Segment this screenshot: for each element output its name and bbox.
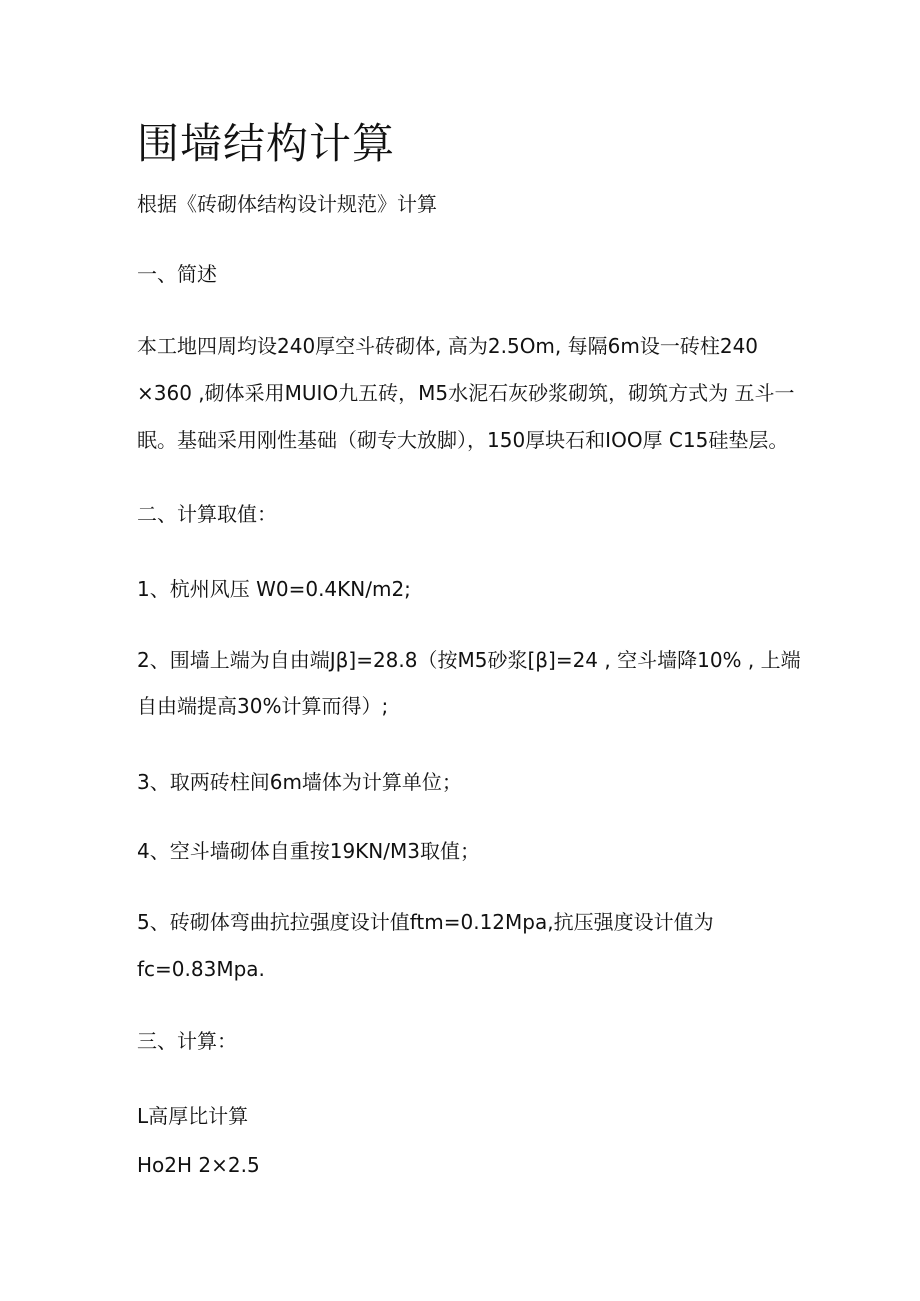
item-2-line-1: 2、围墙上端为自由端Jβ]=28.8（按M5砂浆[β]=24 , 空斗墙降10% , 上端 bbox=[137, 648, 801, 672]
item-5-line-2: fc=0.83Mpa. bbox=[137, 957, 265, 981]
item-4: 4、空斗墙砌体自重按19KN/M3取值； bbox=[137, 839, 480, 863]
document-title: 围墙结构计算 bbox=[137, 119, 396, 168]
item-5-line-1: 5、砖砌体弯曲抗拉强度设计值ftm=0.12Mpa,抗压强度设计值为 bbox=[137, 910, 714, 934]
section1-heading: 一、简述 bbox=[137, 262, 217, 286]
section1-line-2: ×360 ,砌体采用MUIO九五砖，M5水泥石灰砂浆砌筑，砌筑方式为 五斗一 bbox=[137, 381, 795, 405]
section3-sub1: L高厚比计算 bbox=[137, 1104, 249, 1128]
section1-line-1: 本工地四周均设240厚空斗砖砌体, 高为2.5Om, 每隔6m设一砖柱240 bbox=[137, 334, 759, 358]
item-2-line-2: 自由端提高30%计算而得）; bbox=[137, 694, 389, 718]
formula-line: Ho2H 2×2.5 bbox=[137, 1153, 260, 1177]
section2-heading: 二、计算取值： bbox=[137, 502, 277, 526]
item-1: 1、杭州风压 W0=0.4KN∕m2; bbox=[137, 577, 411, 601]
section3-heading: 三、计算： bbox=[137, 1029, 237, 1053]
item-3: 3、取两砖柱间6m墙体为计算单位； bbox=[137, 770, 462, 794]
document-subtitle: 根据《砖砌体结构设计规范》计算 bbox=[137, 192, 437, 216]
section1-line-3: 眠。基础采用刚性基础（砌专大放脚），150厚块石和IOO厚 C15硅垫层。 bbox=[137, 428, 789, 452]
